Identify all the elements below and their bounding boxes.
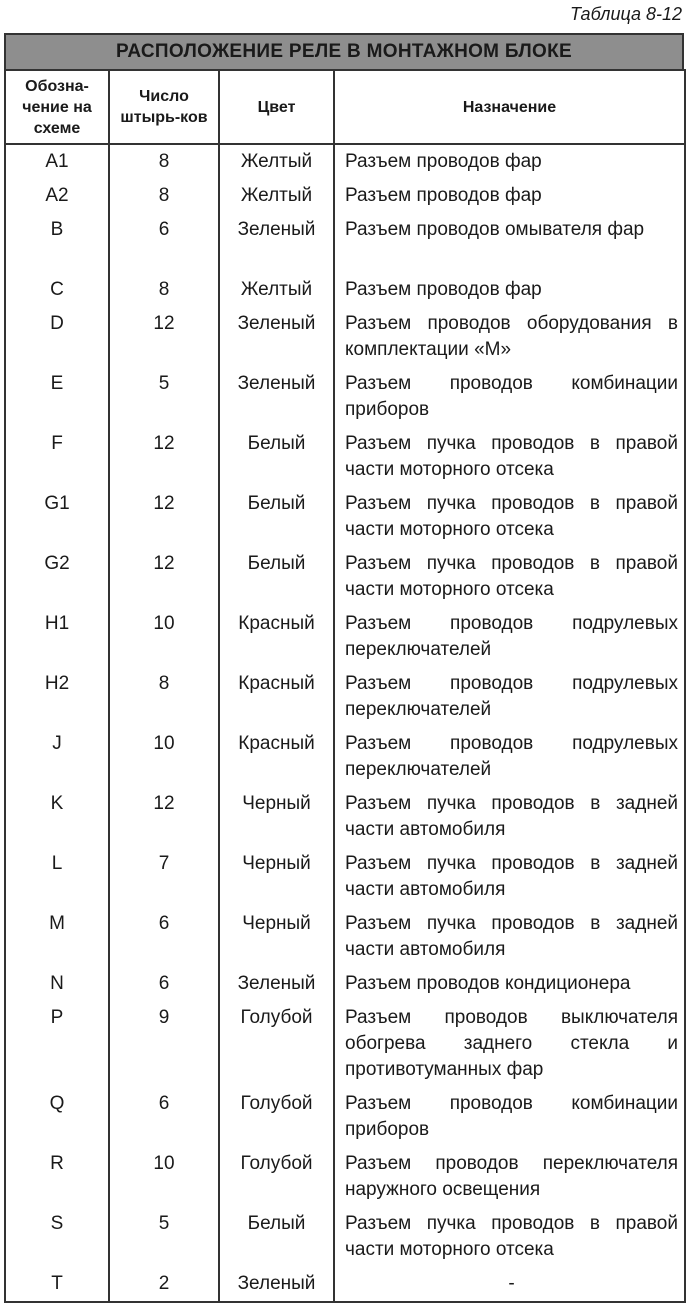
cell-code: H1 xyxy=(5,607,109,667)
cell-color: Зеленый xyxy=(219,367,334,427)
cell-pins: 12 xyxy=(109,307,219,367)
cell-pins: 6 xyxy=(109,967,219,1001)
header-purpose-label: Назначение xyxy=(462,98,557,116)
cell-code: L xyxy=(5,847,109,907)
table-header xyxy=(5,70,685,144)
cell-color: Зеленый xyxy=(219,1267,334,1302)
cell-code: R xyxy=(5,1147,109,1207)
cell-code: G1 xyxy=(5,487,109,547)
relay-table xyxy=(4,69,686,1303)
header-color-label: Цвет xyxy=(257,98,296,116)
cell-purpose: Разъем проводов подрулевых переключателей xyxy=(345,733,678,780)
header-color xyxy=(219,70,334,144)
cell-code: N xyxy=(5,967,109,1001)
cell-color: Желтый xyxy=(219,273,334,307)
cell-pins: 2 xyxy=(109,1267,219,1302)
table-row xyxy=(5,213,685,273)
cell-code: T xyxy=(5,1267,109,1302)
cell-code: E xyxy=(5,367,109,427)
cell-pins: 8 xyxy=(109,179,219,213)
cell-pins: 10 xyxy=(109,607,219,667)
table-row xyxy=(5,487,685,547)
cell-pins: 9 xyxy=(109,1001,219,1087)
table-row xyxy=(5,1087,685,1147)
cell-purpose: Разъем проводов подрулевых переключателей xyxy=(345,673,678,720)
cell-code: H2 xyxy=(5,667,109,727)
cell-color: Желтый xyxy=(219,144,334,179)
cell-code: A2 xyxy=(5,179,109,213)
cell-pins: 12 xyxy=(109,547,219,607)
cell-code: D xyxy=(5,307,109,367)
cell-purpose: Разъем пучка проводов в правой части моторного отсека xyxy=(345,433,678,480)
cell-color: Белый xyxy=(219,427,334,487)
table-row xyxy=(5,367,685,427)
cell-color: Красный xyxy=(219,607,334,667)
header-code xyxy=(5,70,109,144)
table-row xyxy=(5,1001,685,1087)
cell-color: Голубой xyxy=(219,1087,334,1147)
cell-pins: 5 xyxy=(109,1207,219,1267)
header-pins-label: Число штырь-ков xyxy=(120,88,208,126)
cell-purpose: Разъем проводов переключателя наружного освещения xyxy=(345,1153,678,1200)
cell-pins: 10 xyxy=(109,1147,219,1207)
cell-pins: 8 xyxy=(109,273,219,307)
cell-pins: 5 xyxy=(109,367,219,427)
cell-purpose: Разъем проводов подрулевых переключателей xyxy=(345,613,678,660)
cell-purpose: Разъем пучка проводов в задней части автомобиля xyxy=(345,913,678,960)
cell-color: Черный xyxy=(219,907,334,967)
cell-code: Q xyxy=(5,1087,109,1147)
table-row xyxy=(5,273,685,307)
cell-pins: 7 xyxy=(109,847,219,907)
cell-purpose: Разъем проводов фар xyxy=(345,279,542,300)
table-title: РАСПОЛОЖЕНИЕ РЕЛЕ В МОНТАЖНОМ БЛОКЕ xyxy=(4,33,684,69)
table-row xyxy=(5,307,685,367)
cell-code: S xyxy=(5,1207,109,1267)
cell-purpose: Разъем проводов фар xyxy=(345,185,542,206)
header-code-label: Обозна-чение на схеме xyxy=(22,77,92,137)
table-caption: Таблица 8-12 xyxy=(569,4,682,24)
cell-pins: 6 xyxy=(109,1087,219,1147)
cell-color: Белый xyxy=(219,1207,334,1267)
cell-code: J xyxy=(5,727,109,787)
cell-code: A1 xyxy=(5,144,109,179)
table-row xyxy=(5,427,685,487)
table-row xyxy=(5,787,685,847)
table-row xyxy=(5,907,685,967)
cell-pins: 6 xyxy=(109,907,219,967)
cell-pins: 8 xyxy=(109,667,219,727)
cell-purpose: Разъем пучка проводов в задней части автомобиля xyxy=(345,853,678,900)
cell-purpose: - xyxy=(508,1273,515,1294)
cell-pins: 12 xyxy=(109,487,219,547)
cell-pins: 6 xyxy=(109,213,219,273)
cell-purpose: Разъем пучка проводов в правой части моторного отсека xyxy=(345,493,678,540)
cell-color: Белый xyxy=(219,487,334,547)
cell-code: F xyxy=(5,427,109,487)
cell-color: Белый xyxy=(219,547,334,607)
cell-purpose: Разъем проводов комбинации приборов xyxy=(345,1093,678,1140)
cell-pins: 12 xyxy=(109,787,219,847)
table-row xyxy=(5,727,685,787)
cell-code: B xyxy=(5,213,109,273)
header-pins xyxy=(109,70,219,144)
cell-purpose: Разъем проводов кондиционера xyxy=(345,973,631,994)
table-row xyxy=(5,667,685,727)
cell-code: P xyxy=(5,1001,109,1087)
cell-pins: 12 xyxy=(109,427,219,487)
cell-purpose: Разъем пучка проводов в задней части автомобиля xyxy=(345,793,678,840)
cell-purpose: Разъем пучка проводов в правой части моторного отсека xyxy=(345,553,678,600)
table-row xyxy=(5,144,685,179)
cell-pins: 10 xyxy=(109,727,219,787)
cell-color: Зеленый xyxy=(219,213,334,273)
table-row xyxy=(5,1207,685,1267)
cell-purpose: Разъем проводов выключателя обогрева заднего стекла и противотуманных фар xyxy=(345,1007,678,1080)
cell-purpose: Разъем пучка проводов в правой части моторного отсека xyxy=(345,1213,678,1260)
table-row xyxy=(5,967,685,1001)
table-row xyxy=(5,547,685,607)
header-purpose xyxy=(334,70,685,144)
cell-color: Голубой xyxy=(219,1001,334,1087)
cell-color: Зеленый xyxy=(219,967,334,1001)
table-body xyxy=(5,144,685,1302)
table-row xyxy=(5,1147,685,1207)
table-row xyxy=(5,1267,685,1302)
table-row xyxy=(5,179,685,213)
cell-code: G2 xyxy=(5,547,109,607)
cell-code: K xyxy=(5,787,109,847)
table-row xyxy=(5,847,685,907)
cell-code: C xyxy=(5,273,109,307)
cell-code: M xyxy=(5,907,109,967)
cell-color: Голубой xyxy=(219,1147,334,1207)
cell-color: Желтый xyxy=(219,179,334,213)
cell-color: Красный xyxy=(219,727,334,787)
cell-purpose: Разъем проводов фар xyxy=(345,151,542,172)
table-row xyxy=(5,607,685,667)
cell-purpose: Разъем проводов омывателя фар xyxy=(345,219,645,240)
relay-table-container xyxy=(4,33,684,1303)
cell-purpose: Разъем проводов комбинации приборов xyxy=(345,373,678,420)
cell-color: Зеленый xyxy=(219,307,334,367)
cell-color: Черный xyxy=(219,847,334,907)
cell-purpose: Разъем проводов оборудования в комплектации «М» xyxy=(345,313,678,360)
cell-color: Черный xyxy=(219,787,334,847)
cell-color: Красный xyxy=(219,667,334,727)
cell-pins: 8 xyxy=(109,144,219,179)
